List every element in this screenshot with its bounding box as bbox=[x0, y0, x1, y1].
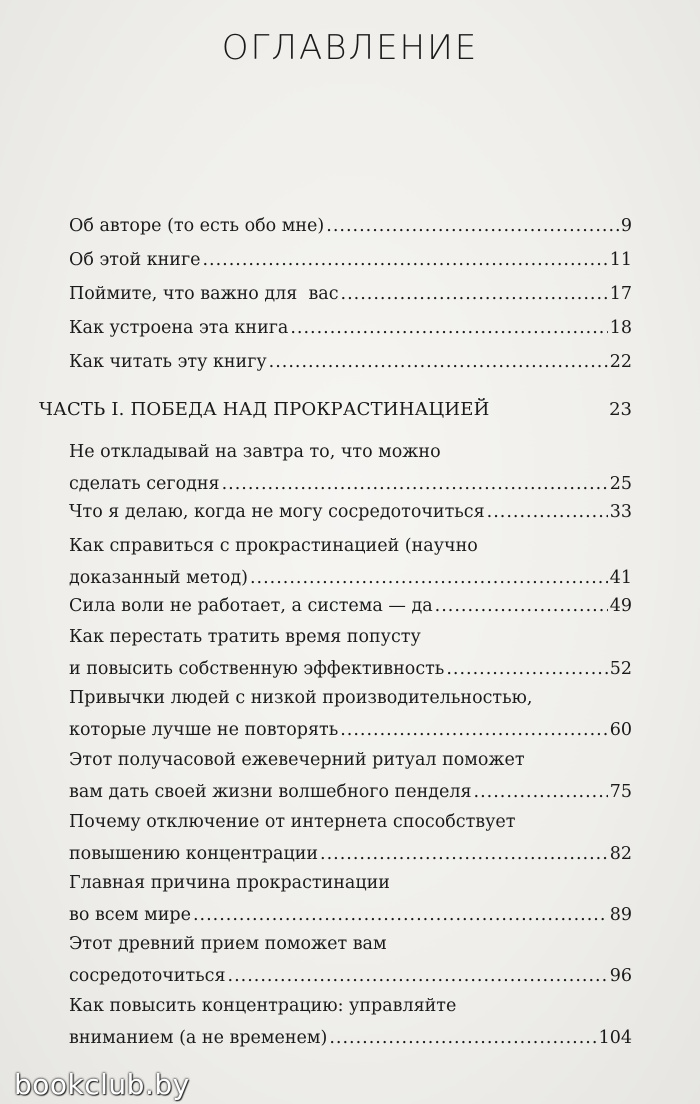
toc-entry-title-cont: во всем мире bbox=[69, 905, 191, 925]
toc-page-number: 22 bbox=[609, 352, 632, 372]
toc-entry bbox=[69, 436, 632, 500]
leader-dots bbox=[487, 496, 608, 528]
leader-dots bbox=[193, 899, 608, 931]
leader-dots bbox=[202, 244, 607, 276]
toc-page-number: 33 bbox=[609, 502, 632, 522]
toc-entry bbox=[69, 496, 632, 528]
toc-entry-title-cont: которые лучше не повторять bbox=[69, 720, 339, 740]
toc-entry-title: Об этой книге bbox=[69, 250, 201, 270]
toc-entry-title: Почему отключение от интернета способствует bbox=[69, 812, 516, 832]
toc-page-number: 9 bbox=[620, 216, 632, 236]
leader-dots bbox=[340, 714, 608, 746]
toc-page-number: 60 bbox=[609, 720, 632, 740]
toc-page-number: 49 bbox=[609, 596, 632, 616]
toc-entry-title: Привычки людей с низкой производительностью, bbox=[69, 688, 533, 708]
leader-dots bbox=[341, 278, 608, 310]
toc-page-number: 89 bbox=[609, 905, 632, 925]
toc-entry bbox=[69, 210, 632, 242]
toc-entry-title-cont: сосредоточиться bbox=[69, 966, 226, 986]
part-page-number: 23 bbox=[609, 399, 632, 420]
toc-page-number: 41 bbox=[609, 568, 632, 588]
toc-entry bbox=[69, 530, 632, 594]
part-heading bbox=[39, 395, 632, 425]
leader-dots bbox=[320, 838, 608, 870]
leader-dots bbox=[290, 312, 607, 344]
toc-page-number: 11 bbox=[609, 250, 632, 270]
toc-page-number: 75 bbox=[609, 782, 632, 802]
toc-entry-title-cont: и повысить собственную эффективность bbox=[69, 659, 445, 679]
toc-entry-title-cont: вниманием (а не временем) bbox=[69, 1028, 328, 1048]
toc-page-number: 17 bbox=[609, 284, 632, 304]
toc-entry-title: Этот древний прием поможет вам bbox=[69, 934, 387, 954]
toc-entry bbox=[69, 867, 632, 931]
toc-entry-title-cont: вам дать своей жизни волшебного пенделя bbox=[69, 782, 472, 802]
toc-entry bbox=[69, 278, 632, 310]
leader-dots bbox=[326, 210, 619, 242]
toc-entry-title: Главная причина прокрастинации bbox=[69, 873, 390, 893]
watermark: bookclub.by bbox=[14, 1068, 190, 1101]
toc-entry-title: Как повысить концентрацию: управляйте bbox=[69, 996, 457, 1016]
toc-page-number: 96 bbox=[609, 966, 632, 986]
toc-entry-title-cont: доказанный метод) bbox=[69, 568, 248, 588]
toc-entry-title: Не откладывай на завтра то, что можно bbox=[69, 442, 441, 462]
toc-entry-title: Поймите, что важно для вас bbox=[69, 284, 339, 304]
toc-entry-title: Этот получасовой ежевечерний ритуал поможет bbox=[69, 750, 525, 770]
leader-dots bbox=[474, 776, 608, 808]
toc-entry bbox=[69, 682, 632, 746]
leader-dots bbox=[228, 960, 608, 992]
toc-entry bbox=[69, 244, 632, 276]
toc-entry bbox=[69, 990, 632, 1054]
toc-entry bbox=[69, 312, 632, 344]
toc-entry-title: Сила воли не работает, а система — да bbox=[69, 596, 433, 616]
toc-entry bbox=[69, 621, 632, 685]
toc-page-number: 104 bbox=[598, 1028, 632, 1048]
leader-dots bbox=[446, 653, 607, 685]
toc-page-number: 52 bbox=[609, 659, 632, 679]
toc-entry-title: Что я делаю, когда не могу сосредоточиться bbox=[69, 502, 485, 522]
toc-entry-title: Как устроена эта книга bbox=[69, 318, 289, 338]
part-title: ЧАСТЬ I. ПОБЕДА НАД ПРОКРАСТИНАЦИЕЙ bbox=[39, 399, 490, 420]
toc-entry-title: Как перестать тратить время попусту bbox=[69, 627, 421, 647]
toc-entry bbox=[69, 928, 632, 992]
toc-page-number: 18 bbox=[609, 318, 632, 338]
toc-entry bbox=[69, 744, 632, 808]
toc-entry bbox=[69, 346, 632, 378]
toc-entry-title: Как читать эту книгу bbox=[69, 352, 267, 372]
leader-dots bbox=[329, 1022, 596, 1054]
toc-entry-title-cont: повышению концентрации bbox=[69, 844, 319, 864]
toc-entry bbox=[69, 590, 632, 622]
page-title: ОГЛАВЛЕНИЕ bbox=[221, 28, 479, 68]
toc-page-number: 25 bbox=[609, 474, 632, 494]
leader-dots bbox=[269, 346, 608, 378]
toc-page-number: 82 bbox=[609, 844, 632, 864]
leader-dots bbox=[435, 590, 608, 622]
toc-entry-title: Как справиться с прокрастинацией (научно bbox=[69, 536, 478, 556]
toc-entry-title: Об авторе (то есть обо мне) bbox=[69, 216, 325, 236]
toc-entry bbox=[69, 806, 632, 870]
toc-entry-title-cont: сделать сегодня bbox=[69, 474, 220, 494]
